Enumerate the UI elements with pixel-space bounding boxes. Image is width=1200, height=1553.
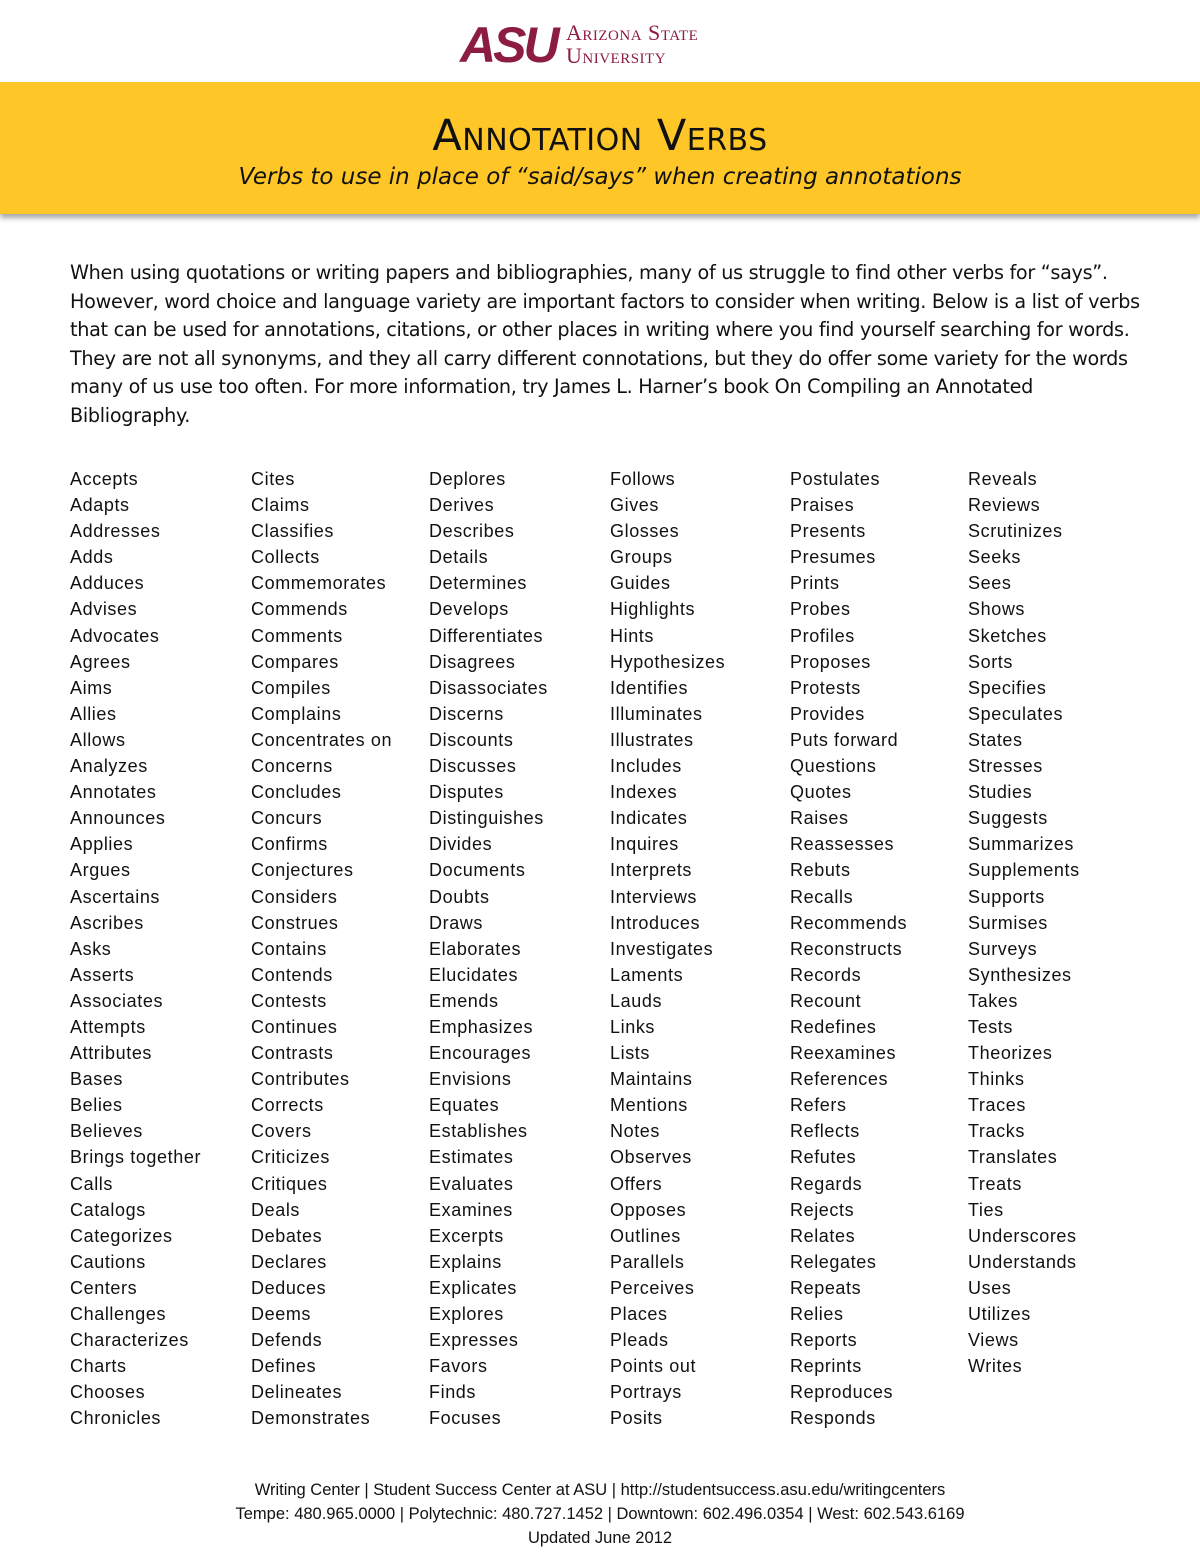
verb-item: Illustrates bbox=[610, 729, 694, 750]
verb-item: Accepts bbox=[70, 469, 139, 489]
verb-item: Commemorates bbox=[251, 573, 387, 594]
verb-item: Gives bbox=[610, 495, 660, 516]
verb-item: Reports bbox=[790, 1330, 858, 1351]
verb-item: Indexes bbox=[610, 782, 678, 803]
verb-item: Compares bbox=[251, 651, 339, 672]
verb-item: Contends bbox=[251, 964, 333, 985]
verb-item: Probes bbox=[790, 599, 851, 620]
verb-item: Construes bbox=[251, 912, 339, 933]
verb-item: Explicates bbox=[429, 1277, 518, 1298]
verb-item: Scrutinizes bbox=[968, 521, 1063, 542]
verb-item: Laments bbox=[610, 964, 684, 985]
verb-item: Recalls bbox=[790, 886, 854, 907]
verb-item: Criticizes bbox=[251, 1147, 331, 1168]
verb-item: Explores bbox=[429, 1304, 504, 1324]
verb-item: Records bbox=[790, 964, 862, 985]
verb-item: Excerpts bbox=[429, 1225, 504, 1246]
verb-column-3 bbox=[429, 466, 548, 1431]
verb-item: Applies bbox=[70, 834, 134, 855]
verb-item: Sorts bbox=[968, 651, 1014, 672]
verb-item: Suggests bbox=[968, 808, 1048, 829]
verb-list bbox=[0, 466, 1200, 1429]
verb-item: Defends bbox=[251, 1330, 323, 1351]
verb-item: Concentrates on bbox=[251, 729, 393, 750]
verb-item: Identifies bbox=[610, 677, 689, 698]
verb-item: Highlights bbox=[610, 599, 696, 620]
verb-item: Lauds bbox=[610, 990, 663, 1011]
verb-item: Refers bbox=[790, 1095, 847, 1116]
verb-item: Takes bbox=[968, 990, 1019, 1011]
verb-item: Protests bbox=[790, 677, 861, 698]
verb-item: Portrays bbox=[610, 1382, 682, 1403]
verb-item: Charts bbox=[70, 1356, 127, 1377]
verb-item: Recommends bbox=[790, 912, 908, 933]
verb-item: Categorizes bbox=[70, 1225, 173, 1246]
verb-item: Describes bbox=[429, 521, 515, 542]
verb-item: Emphasizes bbox=[429, 1016, 534, 1037]
verb-item: Views bbox=[968, 1330, 1019, 1351]
verb-item: Conjectures bbox=[251, 860, 354, 881]
verb-item: Seeks bbox=[968, 547, 1022, 568]
asu-logo-mark: ASU bbox=[460, 17, 557, 70]
verb-item: Details bbox=[429, 547, 489, 568]
verb-item: Concludes bbox=[251, 782, 342, 803]
title-banner bbox=[0, 82, 1200, 214]
verb-item: Aims bbox=[70, 677, 113, 698]
verb-item: Asserts bbox=[70, 964, 135, 985]
verb-item: Includes bbox=[610, 756, 682, 777]
verb-item: Profiles bbox=[790, 625, 855, 646]
verb-item: Argues bbox=[70, 860, 131, 881]
verb-item: Ties bbox=[968, 1199, 1004, 1220]
verb-item: Understands bbox=[968, 1251, 1077, 1272]
verb-item: Deduces bbox=[251, 1277, 327, 1298]
verb-item: Deals bbox=[251, 1199, 301, 1220]
verb-item: Comments bbox=[251, 625, 343, 646]
verb-item: Discusses bbox=[429, 756, 517, 777]
verb-item: Catalogs bbox=[70, 1199, 146, 1220]
verb-item: Stresses bbox=[968, 756, 1043, 777]
verb-item: Indicates bbox=[610, 808, 688, 829]
verb-item: Presumes bbox=[790, 547, 876, 568]
verb-column-5 bbox=[790, 466, 907, 1431]
verb-item: Parallels bbox=[610, 1251, 685, 1272]
verb-item: Challenges bbox=[70, 1304, 167, 1324]
verb-item: Reproduces bbox=[790, 1382, 894, 1403]
verb-column-1 bbox=[70, 466, 201, 1431]
verb-item: Expresses bbox=[429, 1330, 519, 1351]
verb-item: Surmises bbox=[968, 912, 1048, 933]
verb-item: Finds bbox=[429, 1382, 477, 1403]
verb-item: Derives bbox=[429, 495, 495, 516]
verb-item: Sketches bbox=[968, 625, 1047, 646]
verb-item: Envisions bbox=[429, 1069, 512, 1090]
verb-item: Contains bbox=[251, 938, 327, 959]
verb-item: Claims bbox=[251, 495, 310, 516]
verb-item: Reflects bbox=[790, 1121, 860, 1142]
verb-item: Believes bbox=[70, 1121, 143, 1142]
verb-item: Determines bbox=[429, 573, 528, 594]
verb-item: Puts forward bbox=[790, 729, 899, 750]
verb-item: Raises bbox=[790, 808, 849, 829]
verb-item: Advises bbox=[70, 599, 138, 620]
verb-item: Adds bbox=[70, 547, 114, 568]
verb-item: Characterizes bbox=[70, 1330, 189, 1351]
verb-item: Reprints bbox=[790, 1356, 862, 1377]
verb-item: Questions bbox=[790, 756, 877, 777]
verb-item: Associates bbox=[70, 990, 164, 1011]
verb-item: Declares bbox=[251, 1251, 327, 1272]
footer-line-1: Writing Center | Student Success Center at ASU | http://studentsuccess.asu.edu/writingcenters bbox=[254, 1481, 946, 1499]
verb-item: Belies bbox=[70, 1095, 123, 1116]
verb-item: Repeats bbox=[790, 1277, 862, 1298]
verb-item: Postulates bbox=[790, 469, 881, 489]
verb-item: Deplores bbox=[429, 469, 506, 489]
verb-item: Doubts bbox=[429, 886, 490, 907]
verb-item: Outlines bbox=[610, 1225, 681, 1246]
verb-item: Hints bbox=[610, 625, 655, 646]
verb-item: Supplements bbox=[968, 860, 1080, 881]
verb-item: Reexamines bbox=[790, 1043, 897, 1064]
verb-item: Explains bbox=[429, 1251, 502, 1272]
verb-column-2 bbox=[251, 466, 392, 1431]
verb-item: Differentiates bbox=[429, 625, 544, 646]
verb-item: Sees bbox=[968, 573, 1012, 594]
verb-item: Guides bbox=[610, 573, 671, 594]
verb-item: Corrects bbox=[251, 1095, 324, 1116]
verb-item: Tracks bbox=[968, 1121, 1025, 1142]
verb-item: Classifies bbox=[251, 521, 335, 542]
verb-item: Studies bbox=[968, 782, 1033, 803]
verb-item: Analyzes bbox=[70, 756, 148, 777]
verb-item: Attributes bbox=[70, 1043, 153, 1064]
verb-item: Annotates bbox=[70, 782, 157, 803]
page-title: Annotation Verbs bbox=[432, 111, 768, 161]
logo-text-line1: Arizona State bbox=[566, 20, 699, 45]
verb-column-4 bbox=[610, 466, 725, 1431]
verb-item: Disassociates bbox=[429, 677, 548, 698]
verb-item: Asks bbox=[70, 938, 112, 959]
verb-item: Illuminates bbox=[610, 703, 703, 724]
verb-item: Demonstrates bbox=[251, 1408, 371, 1429]
verb-item: Deems bbox=[251, 1304, 312, 1324]
verb-item: Discerns bbox=[429, 703, 504, 724]
verb-item: Writes bbox=[968, 1356, 1023, 1377]
verb-item: Disputes bbox=[429, 782, 504, 803]
footer-line-3: Updated June 2012 bbox=[527, 1529, 673, 1547]
footer-line-2: Tempe: 480.965.0000 | Polytechnic: 480.727.1452 | Downtown: 602.496.0354 | West: 602.543.6169 bbox=[235, 1505, 965, 1523]
verb-item: Prints bbox=[790, 573, 840, 594]
verb-item: Relates bbox=[790, 1225, 856, 1246]
verb-item: Rejects bbox=[790, 1199, 855, 1220]
verb-item: Reveals bbox=[968, 469, 1038, 489]
verb-item: Contests bbox=[251, 990, 327, 1011]
verb-item: Mentions bbox=[610, 1095, 688, 1116]
verb-item: Specifies bbox=[968, 677, 1047, 698]
verb-item: Chooses bbox=[70, 1382, 146, 1403]
verb-item: Covers bbox=[251, 1121, 312, 1142]
verb-item: Posits bbox=[610, 1408, 663, 1429]
verb-item: Attempts bbox=[70, 1016, 146, 1037]
page-subtitle: Verbs to use in place of “said/says” when creating annotations bbox=[238, 164, 962, 190]
intro-paragraph: When using quotations or writing papers and bibliographies, many of us struggle to find other verbs for “says”. However, word choice and language variety are important factors to consider when writing. Below is a list of verbs that can be used for annotations, citations, or other places in writing where you find yourself searching for words. They are not all synonyms, and they all carry different connotations, but they do offer some variety for the words many of us use too often. For more information, try James L. Harner’s book On Compiling an Annotated Bibliography. bbox=[70, 261, 1140, 427]
verb-item: Recount bbox=[790, 990, 862, 1011]
footer bbox=[0, 1478, 1200, 1550]
verb-item: Pleads bbox=[610, 1330, 669, 1351]
verb-item: Agrees bbox=[70, 651, 131, 672]
verb-item: Disagrees bbox=[429, 651, 516, 672]
verb-item: Interviews bbox=[610, 886, 698, 907]
verb-item: Contrasts bbox=[251, 1043, 334, 1064]
verb-item: Points out bbox=[610, 1356, 697, 1377]
verb-item: Refutes bbox=[790, 1147, 857, 1168]
verb-item: Critiques bbox=[251, 1173, 328, 1194]
verb-item: Announces bbox=[70, 808, 166, 829]
verb-item: Favors bbox=[429, 1356, 488, 1377]
verb-item: Ascertains bbox=[70, 886, 161, 907]
verb-item: Perceives bbox=[610, 1277, 695, 1298]
verb-item: Tests bbox=[968, 1016, 1014, 1037]
verb-item: Commends bbox=[251, 599, 348, 620]
verb-item: Presents bbox=[790, 521, 866, 542]
verb-item: Surveys bbox=[968, 938, 1038, 959]
verb-item: Synthesizes bbox=[968, 964, 1072, 985]
verb-item: Relies bbox=[790, 1304, 844, 1324]
verb-item: Divides bbox=[429, 834, 493, 855]
verb-item: Considers bbox=[251, 886, 338, 907]
verb-item: References bbox=[790, 1069, 889, 1090]
verb-item: Provides bbox=[790, 703, 865, 724]
logo-text-line2: University bbox=[566, 43, 667, 68]
asu-logo bbox=[458, 16, 748, 70]
verb-item: Reconstructs bbox=[790, 938, 903, 959]
verb-item: Elaborates bbox=[429, 938, 522, 959]
verb-item: Centers bbox=[70, 1277, 138, 1298]
verb-item: Allies bbox=[70, 703, 117, 724]
verb-item: Hypothesizes bbox=[610, 651, 726, 672]
verb-item: Translates bbox=[968, 1147, 1058, 1168]
verb-item: Adapts bbox=[70, 495, 130, 516]
verb-item: Estimates bbox=[429, 1147, 514, 1168]
verb-item: Regards bbox=[790, 1173, 863, 1194]
verb-item: Places bbox=[610, 1304, 668, 1324]
verb-item: Glosses bbox=[610, 521, 680, 542]
verb-item: Cautions bbox=[70, 1251, 146, 1272]
verb-item: Establishes bbox=[429, 1121, 528, 1142]
verb-item: Uses bbox=[968, 1277, 1012, 1298]
verb-item: Follows bbox=[610, 469, 676, 489]
verb-item: Observes bbox=[610, 1147, 692, 1168]
verb-item: Delineates bbox=[251, 1382, 343, 1403]
verb-item: Supports bbox=[968, 886, 1045, 907]
verb-item: Examines bbox=[429, 1199, 513, 1220]
verb-item: Utilizes bbox=[968, 1304, 1031, 1324]
verb-item: States bbox=[968, 729, 1023, 750]
verb-item: Confirms bbox=[251, 834, 328, 855]
verb-item: Treats bbox=[968, 1173, 1022, 1194]
verb-item: Praises bbox=[790, 495, 855, 516]
verb-column-6 bbox=[968, 466, 1080, 1379]
verb-item: Redefines bbox=[790, 1016, 877, 1037]
verb-item: Investigates bbox=[610, 938, 714, 959]
verb-item: Theorizes bbox=[968, 1043, 1053, 1064]
verb-item: Distinguishes bbox=[429, 808, 544, 829]
verb-item: Inquires bbox=[610, 834, 679, 855]
verb-item: Reviews bbox=[968, 495, 1041, 516]
verb-item: Notes bbox=[610, 1121, 661, 1142]
verb-item: Brings together bbox=[70, 1147, 202, 1168]
verb-item: Draws bbox=[429, 912, 484, 933]
verb-item: Complains bbox=[251, 703, 342, 724]
verb-item: Chronicles bbox=[70, 1408, 162, 1429]
verb-item: Thinks bbox=[968, 1069, 1025, 1090]
verb-item: Discounts bbox=[429, 729, 514, 750]
verb-item: Bases bbox=[70, 1069, 124, 1090]
verb-item: Continues bbox=[251, 1016, 338, 1037]
verb-item: Debates bbox=[251, 1225, 323, 1246]
verb-item: Elucidates bbox=[429, 964, 519, 985]
verb-item: Equates bbox=[429, 1095, 500, 1116]
verb-item: Responds bbox=[790, 1408, 876, 1429]
verb-item: Evaluates bbox=[429, 1173, 514, 1194]
verb-item: Advocates bbox=[70, 625, 160, 646]
verb-item: Introduces bbox=[610, 912, 701, 933]
verb-item: Underscores bbox=[968, 1225, 1077, 1246]
verb-item: Documents bbox=[429, 860, 526, 881]
verb-item: Summarizes bbox=[968, 834, 1075, 855]
verb-item: Relegates bbox=[790, 1251, 877, 1272]
verb-item: Calls bbox=[70, 1173, 114, 1194]
verb-item: Concurs bbox=[251, 808, 323, 829]
verb-item: Collects bbox=[251, 547, 320, 568]
verb-item: Lists bbox=[610, 1043, 651, 1064]
verb-item: Opposes bbox=[610, 1199, 687, 1220]
verb-item: Groups bbox=[610, 547, 673, 568]
verb-item: Reassesses bbox=[790, 834, 895, 855]
verb-item: Contributes bbox=[251, 1069, 350, 1090]
verb-item: Offers bbox=[610, 1173, 663, 1194]
verb-item: Speculates bbox=[968, 703, 1064, 724]
verb-item: Rebuts bbox=[790, 860, 851, 881]
verb-item: Concerns bbox=[251, 756, 333, 777]
verb-item: Cites bbox=[251, 469, 296, 489]
verb-item: Defines bbox=[251, 1356, 317, 1377]
verb-item: Encourages bbox=[429, 1043, 532, 1064]
verb-item: Traces bbox=[968, 1095, 1026, 1116]
verb-item: Adduces bbox=[70, 573, 145, 594]
verb-item: Ascribes bbox=[70, 912, 144, 933]
verb-item: Develops bbox=[429, 599, 509, 620]
verb-item: Allows bbox=[70, 729, 126, 750]
verb-item: Compiles bbox=[251, 677, 331, 698]
verb-item: Proposes bbox=[790, 651, 871, 672]
verb-item: Interprets bbox=[610, 860, 693, 881]
verb-item: Shows bbox=[968, 599, 1026, 620]
verb-item: Quotes bbox=[790, 782, 852, 803]
verb-item: Links bbox=[610, 1016, 656, 1037]
verb-item: Emends bbox=[429, 990, 499, 1011]
verb-item: Maintains bbox=[610, 1069, 693, 1090]
verb-item: Focuses bbox=[429, 1408, 502, 1429]
verb-item: Addresses bbox=[70, 521, 161, 542]
